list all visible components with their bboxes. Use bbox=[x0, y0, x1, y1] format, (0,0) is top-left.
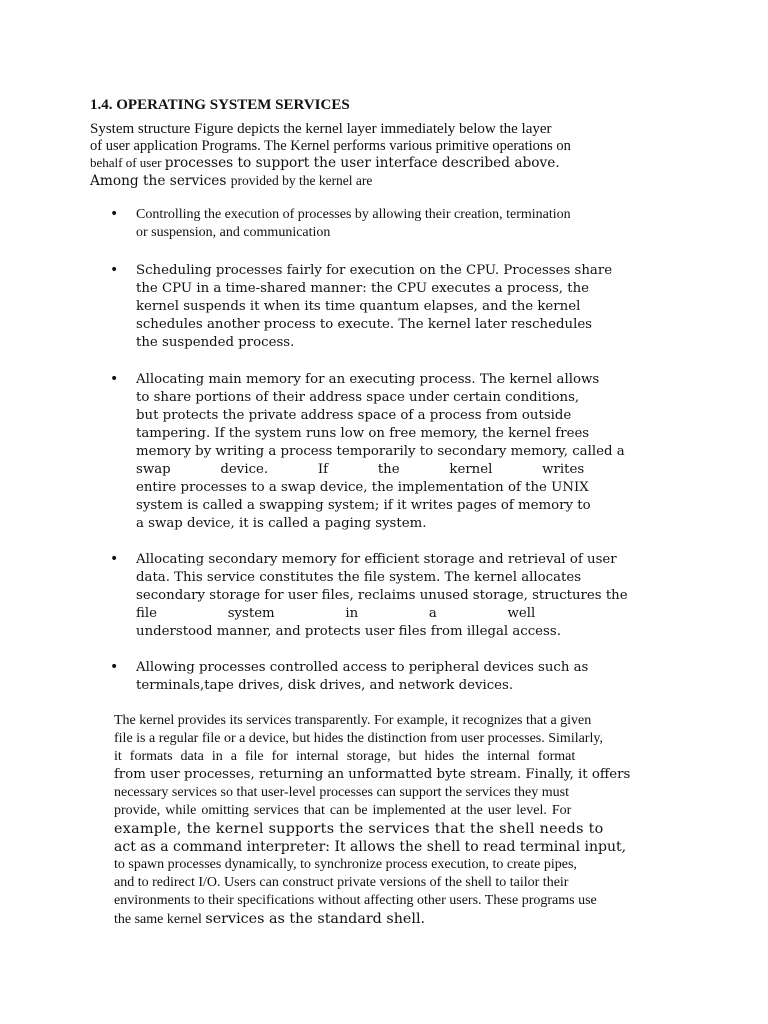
text-line: but protects the private address space of a process from outside bbox=[136, 408, 572, 423]
text-line: Controlling the execution of processes by allowing their creation, termination bbox=[136, 207, 571, 222]
word: kernel bbox=[449, 462, 493, 477]
text-line: entire processes to a swap device, the implementation of the UNIX bbox=[136, 480, 589, 495]
text-line: a swap device, it is called a paging system. bbox=[136, 516, 427, 531]
text-line: The kernel provides its services transparently. For example, it recognizes that a given bbox=[114, 713, 592, 728]
list-item-text bbox=[136, 206, 636, 242]
text-line: the suspended process. bbox=[136, 335, 295, 350]
body-paragraph bbox=[114, 712, 679, 929]
intro-line-3-start: behalf of user bbox=[90, 155, 165, 170]
text-line: to spawn processes dynamically, to synchronize process execution, to create pipes, bbox=[114, 857, 577, 872]
intro-line-3-end: processes to support the user interface described above. bbox=[164, 155, 560, 171]
list-item-text bbox=[136, 551, 636, 641]
bullet-icon: • bbox=[110, 659, 119, 675]
text-line: Allowing processes controlled access to peripheral devices such as bbox=[136, 660, 589, 675]
bullet-icon: • bbox=[110, 206, 119, 222]
list-item-text bbox=[136, 659, 636, 695]
text-line: memory by writing a process temporarily to secondary memory, called a bbox=[136, 444, 625, 459]
bullet-icon: • bbox=[110, 551, 119, 567]
bullet-icon: • bbox=[110, 371, 119, 387]
word: a bbox=[428, 606, 437, 621]
word: well bbox=[507, 606, 536, 621]
intro-line-4 bbox=[90, 172, 650, 190]
intro-line-4-end: provided by the kernel are bbox=[230, 173, 373, 188]
text-line-end: services as the standard shell. bbox=[205, 911, 426, 927]
word: swap bbox=[136, 462, 171, 477]
text-line: Allocating secondary memory for efficient storage and retrieval of user bbox=[136, 552, 617, 567]
word: If bbox=[317, 462, 329, 477]
list-item-text bbox=[136, 262, 636, 352]
text-line: environments to their specifications without affecting other users. These programs use bbox=[114, 893, 597, 908]
text-line: Scheduling processes fairly for execution on the CPU. Processes share bbox=[136, 263, 613, 278]
text-line: terminals,tape drives, disk drives, and network devices. bbox=[136, 678, 514, 693]
intro-paragraph bbox=[90, 121, 650, 190]
text-line: or suspension, and communication bbox=[136, 225, 331, 240]
intro-line-3 bbox=[90, 154, 650, 172]
word: writes bbox=[542, 462, 585, 477]
text-line: Allocating main memory for an executing process. The kernel allows bbox=[136, 372, 600, 387]
text-line: from user processes, returning an unformatted byte stream. Finally, it offers bbox=[114, 767, 631, 782]
word: the bbox=[377, 462, 400, 477]
intro-line-4-start: Among the services bbox=[90, 173, 231, 189]
intro-line-1: System structure Figure depicts the kernel layer immediately below the layer bbox=[90, 121, 552, 137]
text-line: understood manner, and protects user files from illegal access. bbox=[136, 624, 561, 639]
text-line-start: the same kernel bbox=[114, 912, 206, 927]
text-line: example, the kernel supports the services that the shell needs to bbox=[114, 821, 604, 837]
word: in bbox=[345, 606, 359, 621]
text-line-justified bbox=[136, 605, 606, 623]
text-line: act as a command interpreter: It allows the shell to read terminal input, bbox=[114, 839, 627, 855]
word: device. bbox=[220, 462, 269, 477]
text-line: schedules another process to execute. The kernel later reschedules bbox=[136, 317, 593, 332]
intro-line-2: of user application Programs. The Kernel performs various primitive operations on bbox=[90, 138, 571, 154]
text-line: provide, while omitting services that can be implemented at the user level. For bbox=[114, 803, 572, 818]
text-line: kernel suspends it when its time quantum elapses, and the kernel bbox=[136, 299, 581, 314]
word: file bbox=[136, 606, 157, 621]
text-line: system is called a swapping system; if it writes pages of memory to bbox=[136, 498, 591, 513]
text-line-justified bbox=[136, 461, 634, 479]
text-line bbox=[114, 910, 679, 929]
text-line: and to redirect I/O. Users can construct private versions of the shell to tailor their bbox=[114, 875, 569, 890]
text-line: it formats data in a file for internal storage, but hides the internal format bbox=[114, 749, 576, 764]
text-line: data. This service constitutes the file system. The kernel allocates bbox=[136, 570, 582, 585]
text-line: tampering. If the system runs low on free memory, the kernel frees bbox=[136, 426, 590, 441]
text-line: secondary storage for user files, reclaims unused storage, structures the bbox=[136, 588, 628, 603]
word: system bbox=[227, 606, 275, 621]
text-line: necessary services so that user-level processes can support the services they must bbox=[114, 785, 569, 800]
text-line: file is a regular file or a device, but hides the distinction from user processes. Similarly, bbox=[114, 731, 603, 746]
section-heading: 1.4. OPERATING SYSTEM SERVICES bbox=[90, 97, 350, 113]
list-item-text bbox=[136, 371, 636, 533]
bullet-icon: • bbox=[110, 262, 119, 278]
text-line: the CPU in a time-shared manner: the CPU executes a process, the bbox=[136, 281, 590, 296]
text-line: to share portions of their address space under certain conditions, bbox=[136, 390, 580, 405]
